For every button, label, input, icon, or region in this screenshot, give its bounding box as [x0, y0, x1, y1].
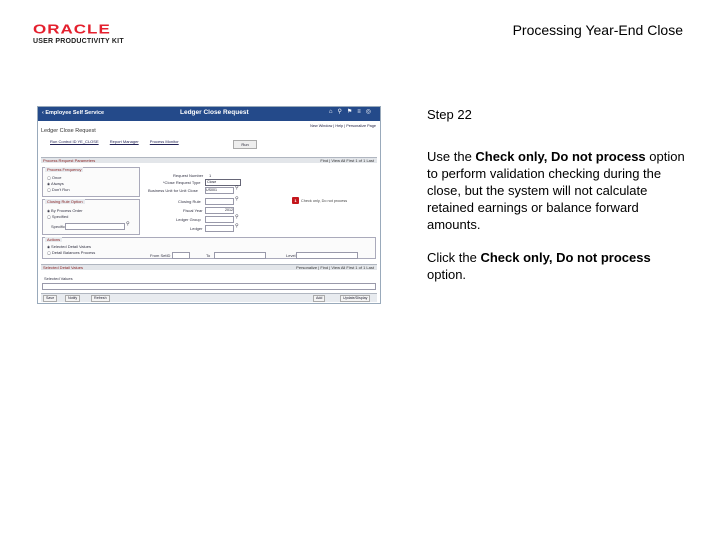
radio-selected-detail-values[interactable]: ◉ Selected Detail Values	[47, 244, 91, 250]
business-unit-input[interactable]: US001	[205, 187, 234, 194]
application-screenshot	[37, 106, 381, 304]
closing-rule-option-group	[42, 199, 140, 235]
radio-detail-balances[interactable]: ◯ Detail Balances Process	[47, 250, 95, 256]
lookup-icon[interactable]: ⚲	[235, 196, 239, 202]
section-header-parameters: Process Request Parameters Find | View All First 1 of 1 Last	[41, 157, 377, 163]
selected-values-label: Selected Values	[44, 276, 73, 281]
radio-once[interactable]: ◯ Once	[47, 175, 61, 181]
refresh-button[interactable]: Refresh	[91, 295, 110, 302]
close-request-type-select[interactable]: Close	[205, 179, 241, 186]
navbar-icons[interactable]	[329, 110, 376, 115]
specific-label: Specific	[51, 224, 66, 229]
menu-icon: ≡	[357, 109, 366, 115]
level-label: Level	[286, 253, 296, 258]
radio-always[interactable]: ◉ Always	[47, 181, 64, 187]
top-links[interactable]: New Window | Help | Personalize Page	[310, 124, 376, 128]
report-manager-link[interactable]: Report Manager	[109, 139, 139, 144]
ledger-group-input[interactable]	[205, 216, 234, 223]
to-input[interactable]	[214, 252, 266, 259]
process-frequency-caption: Process Frequency	[47, 167, 82, 172]
radio-specified[interactable]: ◯ Specified	[47, 214, 68, 220]
specific-input[interactable]	[65, 223, 125, 230]
oracle-upk-logo	[33, 23, 133, 45]
page-footer-toolbar	[41, 293, 377, 302]
oracle-wordmark: ORACLE	[33, 22, 111, 37]
radio-by-process-order[interactable]: ◉ By Process Order	[47, 208, 83, 214]
document-title: Processing Year-End Close	[512, 22, 683, 38]
run-control-id: Run Control ID YE_CLOSE	[50, 139, 99, 144]
run-control-bar	[50, 139, 189, 144]
process-monitor-link[interactable]: Process Monitor	[149, 139, 179, 144]
step-instruction: Use the Check only, Do not process option to perform validation checking during the close, but the system will not calculate retained earnings or balance forward amounts.	[427, 149, 685, 232]
section-header-selected-values: Selected Detail Values Personalize | Find | View All First 1 of 1 Last	[41, 264, 377, 270]
radio-dont-run[interactable]: ◯ Don't Run	[47, 187, 70, 193]
request-number-label: Request Number	[173, 173, 204, 178]
business-unit-label: Business Unit for Unit Close	[148, 188, 198, 193]
closing-rule-label: Closing Rule	[178, 199, 201, 204]
level-input[interactable]	[296, 252, 358, 259]
compass-icon: ◎	[365, 109, 376, 115]
lookup-icon[interactable]: ⚲	[235, 185, 239, 191]
fiscal-year-label: Fiscal Year	[183, 208, 203, 213]
search-icon: ⚲	[337, 109, 347, 115]
selected-values-input[interactable]	[42, 283, 376, 290]
add-button[interactable]: Add	[313, 295, 325, 302]
lookup-icon[interactable]: ⚲	[235, 223, 239, 229]
home-icon: ⌂	[328, 109, 338, 115]
check-only-option[interactable]: Check only, Do not process	[301, 199, 348, 203]
from-setid-input[interactable]	[172, 252, 190, 259]
update-display-button[interactable]: Update/Display	[340, 295, 370, 302]
run-button[interactable]: Run	[233, 140, 257, 149]
navbar-title: Ledger Close Request	[180, 109, 249, 116]
flag-icon: ⚑	[346, 109, 358, 115]
closing-rule-caption: Closing Rule Option	[47, 199, 83, 204]
to-label: To	[206, 253, 211, 258]
from-setid-label: From SetID	[150, 253, 171, 258]
step-marker: 1	[292, 197, 299, 204]
page-title: Ledger Close Request	[41, 128, 96, 134]
closing-rule-input[interactable]	[205, 198, 234, 205]
ledger-label: Ledger	[190, 226, 203, 231]
step-label: Step 22	[427, 107, 472, 122]
lookup-icon[interactable]: ⚲	[126, 221, 130, 227]
close-request-type-label: *Close Request Type	[163, 180, 201, 185]
fiscal-year-input[interactable]: 2012	[205, 207, 234, 214]
back-link[interactable]: ‹ Employee Self Service	[42, 110, 105, 116]
request-number-value: 1	[209, 173, 212, 178]
actions-caption: Actions	[47, 237, 61, 242]
lookup-icon[interactable]: ⚲	[235, 214, 239, 220]
ledger-input[interactable]	[205, 225, 234, 232]
step-action: Click the Check only, Do not process option.	[427, 250, 651, 282]
save-button[interactable]: Save	[43, 295, 57, 302]
process-frequency-group	[42, 167, 140, 197]
notify-button[interactable]: Notify	[65, 295, 80, 302]
upk-subtitle: USER PRODUCTIVITY KIT	[33, 38, 124, 45]
ledger-group-label: Ledger Group	[176, 217, 201, 222]
app-navbar	[38, 107, 380, 121]
